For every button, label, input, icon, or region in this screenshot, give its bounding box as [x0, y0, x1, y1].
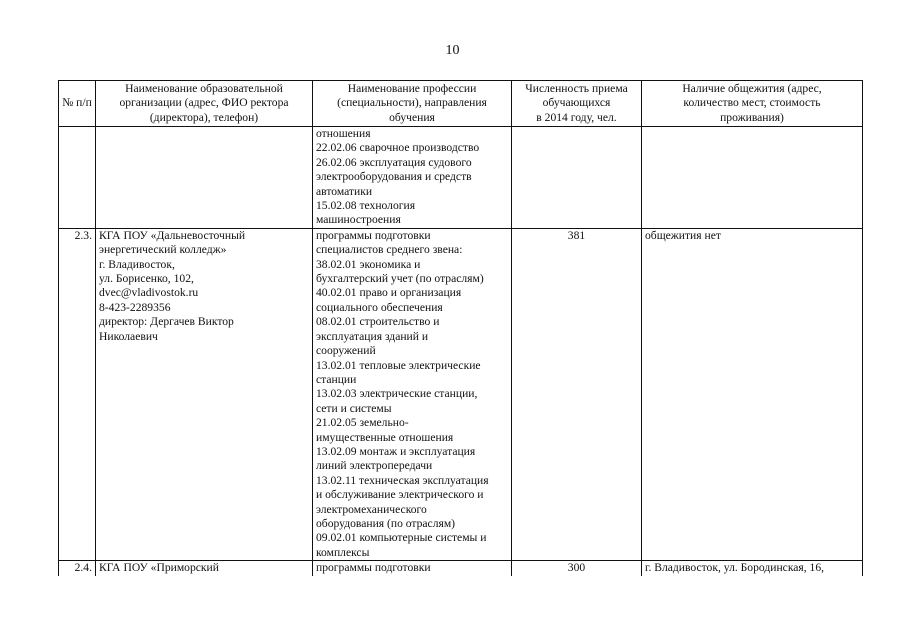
- header-profession: Наименование профессии (специальности), направления обучения: [313, 81, 512, 127]
- table-row-2-4: [59, 561, 863, 576]
- cell-admission: 381: [512, 228, 642, 560]
- cell-organization: КГА ПОУ «Приморский: [96, 561, 313, 576]
- cell-admission: 300: [512, 561, 642, 576]
- header-number: № п/п: [59, 81, 96, 127]
- cell-number: 2.3.: [59, 228, 96, 560]
- cell-number: 2.4.: [59, 561, 96, 576]
- header-admission: Численность приема обучающихся в 2014 году, чел.: [512, 81, 642, 127]
- cell-admission: [512, 127, 642, 229]
- table-row-continuation: [59, 127, 863, 229]
- cell-dormitory: общежития нет: [642, 228, 863, 560]
- education-organizations-table: [58, 80, 863, 576]
- cell-number: [59, 127, 96, 229]
- table-header-row: [59, 81, 863, 127]
- organization-email: dvec@vladivostok.ru: [99, 286, 199, 300]
- cell-organization: КГА ПОУ «Дальневосточный энергетический колледж» г. Владивосток, ул. Борисенко, 102, dvec@vladivostok.ru 8-423-2289356 директор: Дергачев Виктор Николаевич: [96, 228, 313, 560]
- cell-professions: программы подготовки специалистов среднего звена: 38.02.01 экономика и бухгалтерский учет (по отраслям) 40.02.01 право и организация социального обеспечения 08.02.01 строительство и эксплуатация зданий и сооружений 13.02.01 тепловые электрические станции 13.02.03 электрические станции, сети и системы 21.02.05 земельно- имущественные отношения 13.02.09 монтаж и эксплуатация линий электропередачи 13.02.11 техническая эксплуатация и обслуживание электрического и электромеханического оборудования (по отраслям) 09.02.01 компьютерные системы и комплексы: [313, 228, 512, 560]
- cell-dormitory: г. Владивосток, ул. Бородинская, 16,: [642, 561, 863, 576]
- organization-phone: 8-423-2289356: [99, 300, 171, 314]
- cell-professions: отношения 22.02.06 сварочное производство 26.02.06 эксплуатация судового электрооборудования и средств автоматики 15.02.08 технология машиностроения: [313, 127, 512, 229]
- cell-organization: [96, 127, 313, 229]
- cell-dormitory: [642, 127, 863, 229]
- cell-professions: программы подготовки: [313, 561, 512, 576]
- header-organization: Наименование образовательной организации (адрес, ФИО ректора (директора), телефон): [96, 81, 313, 127]
- header-dormitory: Наличие общежития (адрес, количество мест, стоимость проживания): [642, 81, 863, 127]
- page-number: 10: [445, 43, 460, 58]
- table-row-2-3: [59, 228, 863, 560]
